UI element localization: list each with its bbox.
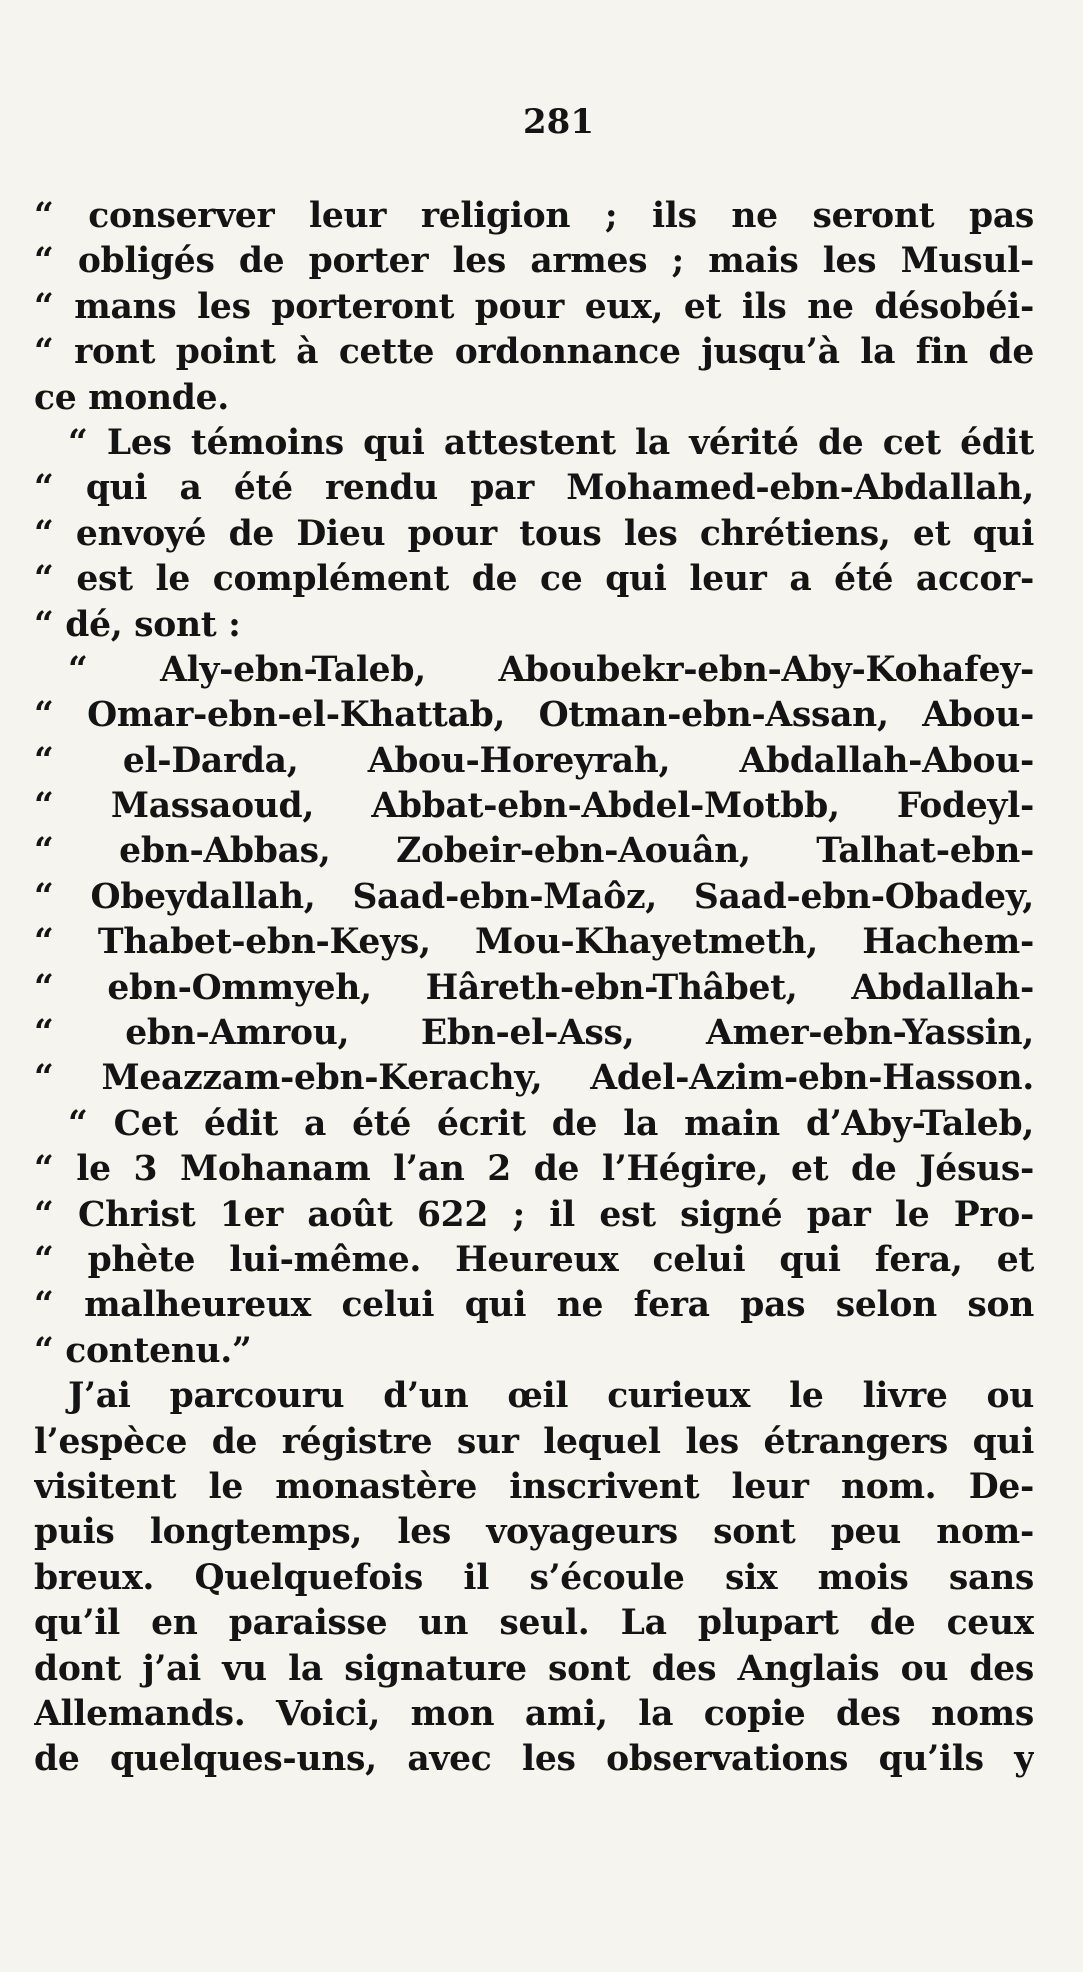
text-line: “ ront point à cette ordonnance jusqu’à la fin de xyxy=(34,332,1034,373)
text-line: “ envoyé de Dieu pour tous les chrétiens, et qui xyxy=(34,513,1034,554)
body-text xyxy=(34,194,1034,1783)
text-line: “ Meazzam-ebn-Kerachy, Adel-Azim-ebn-Hasson. xyxy=(34,1058,1034,1099)
text-line: visitent le monastère inscrivent leur nom. De- xyxy=(34,1466,1034,1507)
text-line: “ conserver leur religion ; ils ne seront pas xyxy=(34,196,1034,236)
text-line: “ phète lui-même. Heureux celui qui fera, et xyxy=(34,1239,1034,1280)
text-line: puis longtemps, les voyageurs sont peu nom- xyxy=(34,1512,1034,1553)
text-line: breux. Quelquefois il s’écoule six mois sans xyxy=(34,1557,1034,1598)
text-line: “ el-Darda, Abou-Horeyrah, Abdallah-Abou- xyxy=(34,740,1034,781)
text-line: “ est le complément de ce qui leur a été accor- xyxy=(34,559,1034,600)
text-line: “ Christ 1er août 622 ; il est signé par le Pro- xyxy=(34,1194,1034,1235)
text-line: “ Obeydallah, Saad-ebn-Maôz, Saad-ebn-Obadey, xyxy=(34,876,1034,917)
text-line: “ Aly-ebn-Taleb, Aboubekr-ebn-Aby-Kohafey- xyxy=(68,649,1034,690)
text-line: “ ebn-Ommyeh, Hâreth-ebn-Thâbet, Abdallah- xyxy=(34,967,1034,1008)
text-line: “ Cet édit a été écrit de la main d’Aby-Taleb, xyxy=(68,1103,1034,1144)
text-line: “ ebn-Abbas, Zobeir-ebn-Aouân, Talhat-ebn- xyxy=(34,831,1034,872)
text-line: de quelques-uns, avec les observations qu’ils y xyxy=(34,1739,1034,1780)
text-line: “ Omar-ebn-el-Khattab, Otman-ebn-Assan, Abou- xyxy=(34,695,1034,736)
text-line: l’espèce de régistre sur lequel les étrangers qui xyxy=(34,1421,1034,1462)
text-line: J’ai parcouru d’un œil curieux le livre ou xyxy=(68,1376,1034,1417)
text-line: “ le 3 Mohanam l’an 2 de l’Hégire, et de Jésus- xyxy=(34,1149,1034,1190)
text-line: ce monde. xyxy=(34,377,229,418)
text-line: “ Thabet-ebn-Keys, Mou-Khayetmeth, Hachem- xyxy=(34,922,1034,963)
page-number: 281 xyxy=(523,102,594,142)
text-line: “ dé, sont : xyxy=(34,604,241,645)
text-line: “ ebn-Amrou, Ebn-el-Ass, Amer-ebn-Yassin, xyxy=(34,1013,1034,1054)
text-line: “ obligés de porter les armes ; mais les Musul- xyxy=(34,241,1034,282)
text-line: “ malheureux celui qui ne fera pas selon son xyxy=(34,1285,1034,1326)
text-line: “ Massaoud, Abbat-ebn-Abdel-Motbb, Fodeyl- xyxy=(34,786,1034,827)
text-line: “ Les témoins qui attestent la vérité de cet édit xyxy=(68,422,1034,463)
text-line: “ mans les porteront pour eux, et ils ne désobéi- xyxy=(34,286,1034,327)
text-line: “ contenu.” xyxy=(34,1330,252,1371)
text-line: “ qui a été rendu par Mohamed-ebn-Abdallah, xyxy=(34,468,1034,509)
text-line: dont j’ai vu la signature sont des Anglais ou des xyxy=(34,1648,1034,1689)
text-line: Allemands. Voici, mon ami, la copie des noms xyxy=(34,1693,1034,1734)
text-line: qu’il en paraisse un seul. La plupart de ceux xyxy=(34,1603,1034,1644)
